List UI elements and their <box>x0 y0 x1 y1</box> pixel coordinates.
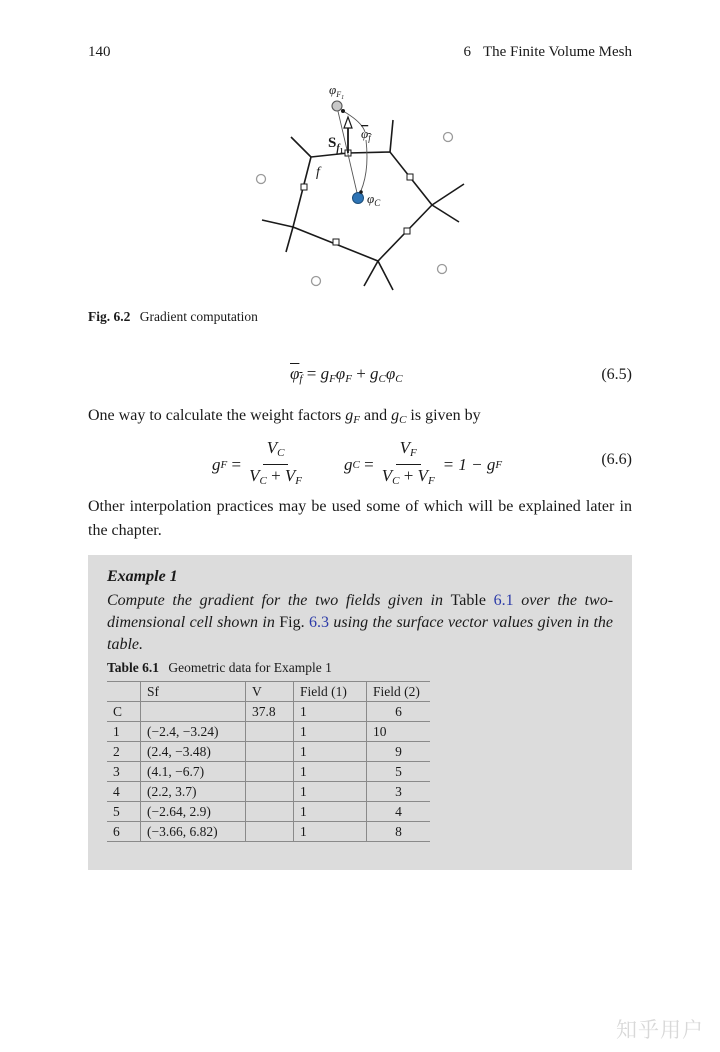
table-row: 1 (−2.4, −3.24) 1 10 <box>107 722 430 742</box>
equation-6-6: g F = $\frac{V_C}{V_C + V_F}$ g C = $\frac{V_F}{V_C + V_F}$ = 1 − g F <box>212 438 502 491</box>
fig-6-3-link[interactable]: 6.3 <box>309 614 330 631</box>
figure-caption-text: Gradient computation <box>139 309 258 324</box>
fraction-gC: $\frac{V_F}{V_C + V_F}$ <box>381 438 435 487</box>
table-row: 6 (−3.66, 6.82) 1 8 <box>107 822 430 842</box>
table-row: 2 (2.4, −3.48) 1 9 <box>107 742 430 762</box>
svg-text:Sf1: $S_f1$ <box>328 135 344 155</box>
chapter-number: 6 <box>463 44 471 60</box>
geometric-data-table <box>107 681 430 842</box>
equation-number-6-5: (6.5) <box>601 366 632 383</box>
watermark: 知乎用户 <box>616 1018 704 1042</box>
table-caption-text: Geometric data for Example 1 <box>168 660 332 675</box>
interpolation-paragraph: Other interpolation practices may be used some of which will be explained later in the chapter. <box>88 498 632 539</box>
table-header-row: Sf V Field (1) Field (2) <box>107 682 430 702</box>
phi-f-bar: $\varphi_f$ <box>290 364 303 385</box>
neighbor-node-F <box>332 101 342 111</box>
surface-vector-arrow <box>344 117 352 153</box>
fraction-gF: $\frac{V_C}{V_C + V_F}$ <box>249 438 303 487</box>
svg-text:f: f <box>316 165 320 180</box>
svg-text:φf: $\varphi_f$ <box>361 126 371 143</box>
table-label: Table 6.1 <box>107 660 160 675</box>
mesh-diagram <box>250 80 480 300</box>
page-number: 140 <box>88 44 111 60</box>
chapter-heading <box>463 44 632 61</box>
chapter-title: The Finite Volume Mesh <box>482 44 632 60</box>
figure-label: Fig. 6.2 <box>88 309 131 324</box>
svg-text:φF1: $\varphi_F1$ <box>329 82 345 101</box>
table-caption <box>107 660 332 676</box>
centroid-node-C <box>353 193 364 204</box>
table-row: 3 (4.1, −6.7) 1 5 <box>107 762 430 782</box>
table-row: 4 (2.2, 3.7) 1 3 <box>107 782 430 802</box>
table-6-1-link[interactable]: 6.1 <box>493 592 514 609</box>
example-title: Example 1 <box>107 568 178 585</box>
svg-text:φC: $\varphi_C$ <box>367 191 381 208</box>
example-body: Compute the gradient for the two fields given in Table 6.1 over the two-dimensional cell shown in Fig. 6.3 using the surface vector values given in the table. <box>107 592 614 653</box>
gradient-figure <box>250 80 480 300</box>
cell-edges <box>262 120 464 290</box>
neighbor-centroids <box>257 133 453 286</box>
weight-factor-intro: One way to calculate the weight factors $g_F$ and $g_C$ is given by <box>88 407 481 426</box>
equation-6-5: $\varphi_f = g_F\varphi_F + g_C\varphi_C$ <box>290 364 403 385</box>
figure-caption <box>88 309 258 325</box>
equation-number-6-6: (6.6) <box>601 451 632 468</box>
table-row: C 37.8 1 6 <box>107 702 430 722</box>
table-row: 5 (−2.64, 2.9) 1 4 <box>107 802 430 822</box>
